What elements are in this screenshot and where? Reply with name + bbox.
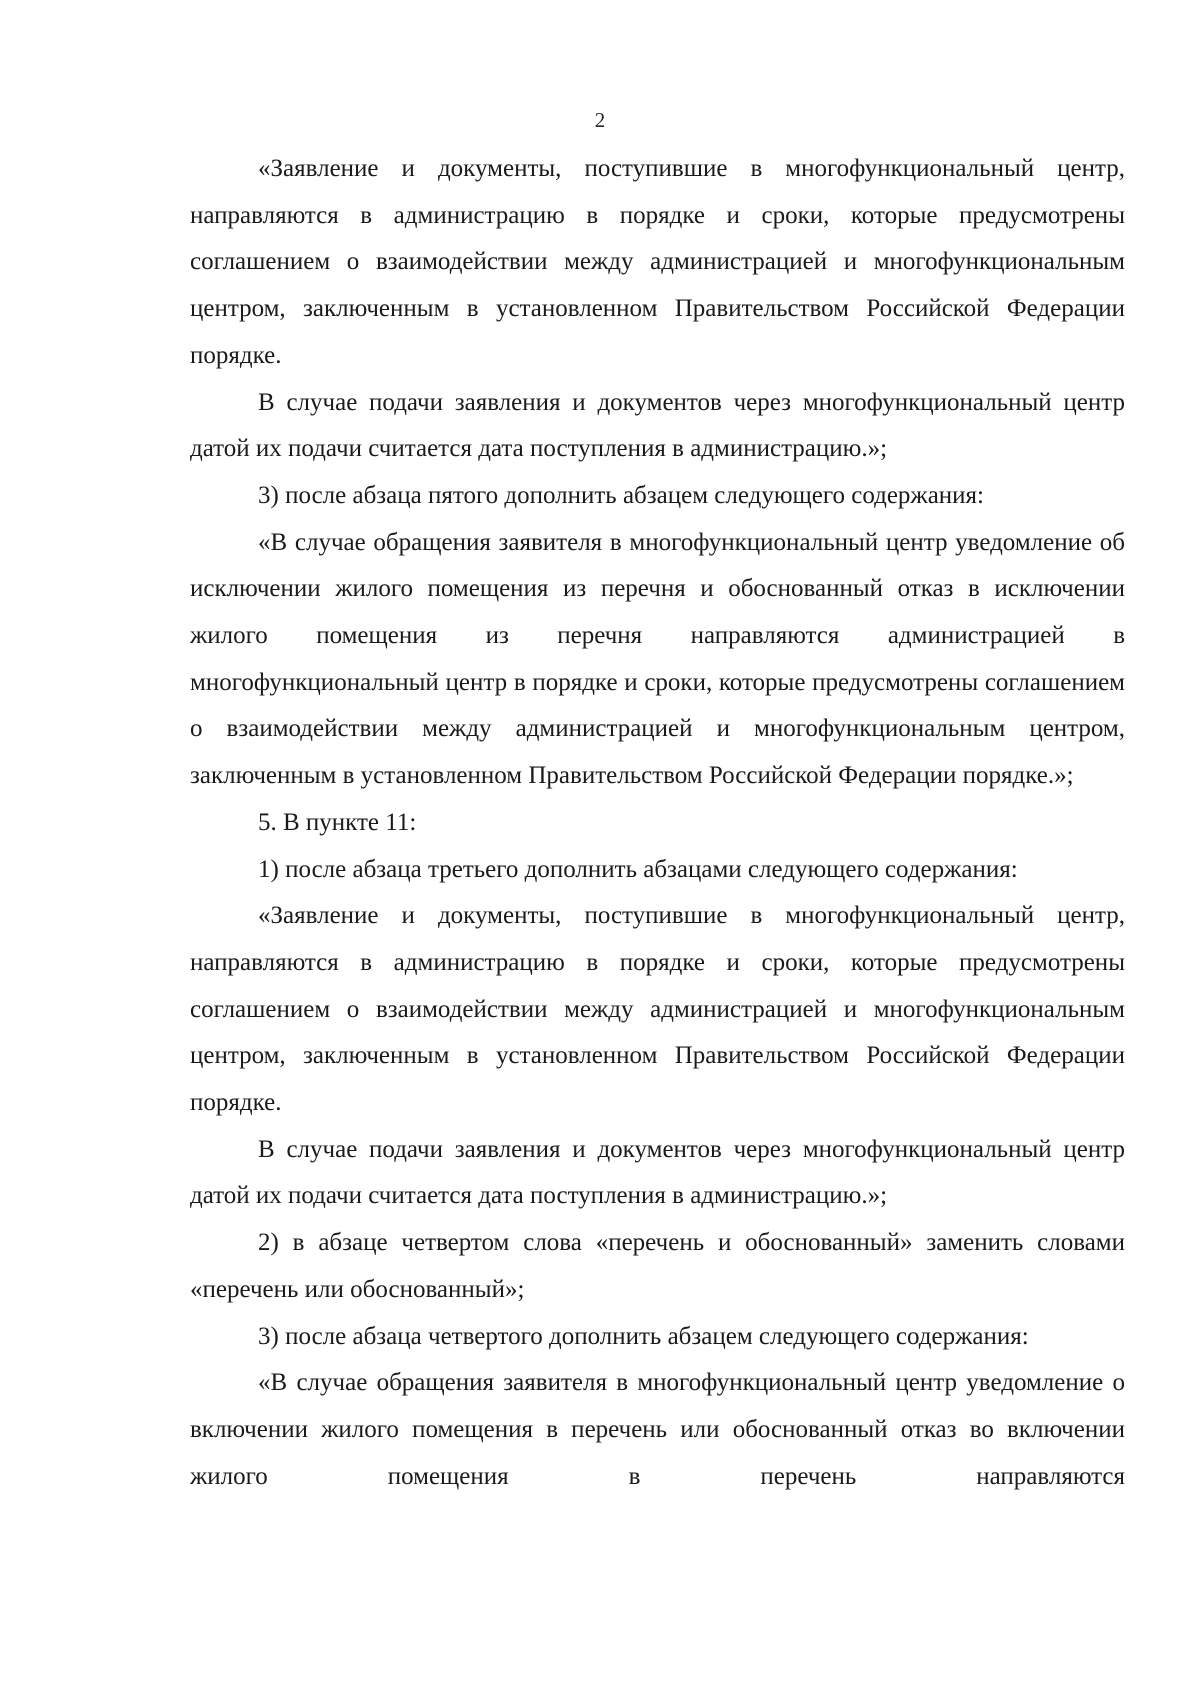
- paragraph: В случае подачи заявления и документов через многофункциональный центр датой их подачи считается дата поступления в администрацию.»;: [190, 388, 1125, 463]
- paragraph: «Заявление и документы, поступившие в многофункциональный центр, направляются в администрацию в порядке и сроки, которые предусмотрены соглашением о взаимодействии между администрацией и многофункциональным центром, заключенным в установленном Правительством Российской Федерации порядке.: [190, 155, 1125, 369]
- document-body: [190, 146, 1125, 1500]
- paragraph: 5. В пункте 11:: [258, 808, 417, 836]
- page-number: 2: [594, 108, 606, 132]
- paragraph: «Заявление и документы, поступившие в многофункциональный центр, направляются в администрацию в порядке и сроки, которые предусмотрены соглашением о взаимодействии между администрацией и многофункциональным центром, заключенным в установленном Правительством Российской Федерации порядке.: [190, 902, 1125, 1117]
- paragraph: «В случае обращения заявителя в многофункциональный центр уведомление об исключении жилого помещения из перечня и обоснованный отказ в исключении жилого помещения из перечня направляются администрацией в многофункциональный центр в порядке и сроки, которые предусмотрены соглашением о взаимодействии между администрацией и многофункциональным центром, заключенным в установленном Правительством Российской Федерации порядке.»;: [190, 528, 1125, 790]
- paragraph-continued: «В случае обращения заявителя в многофункциональный центр уведомление о включении жилого помещения в перечень или обоснованный отказ во включении жилого помещения в перечень направляются: [190, 1369, 1125, 1490]
- paragraph: 3) после абзаца пятого дополнить абзацем следующего содержания:: [258, 481, 985, 509]
- paragraph: 3) после абзаца четвертого дополнить абзацем следующего содержания:: [258, 1322, 1029, 1350]
- paragraph: 1) после абзаца третьего дополнить абзацами следующего содержания:: [258, 855, 1018, 883]
- paragraph: 2) в абзаце четвертом слова «перечень и обоснованный» заменить словами «перечень или обоснованный»;: [190, 1229, 1125, 1303]
- paragraph: В случае подачи заявления и документов через многофункциональный центр датой их подачи считается дата поступления в администрацию.»;: [190, 1135, 1125, 1210]
